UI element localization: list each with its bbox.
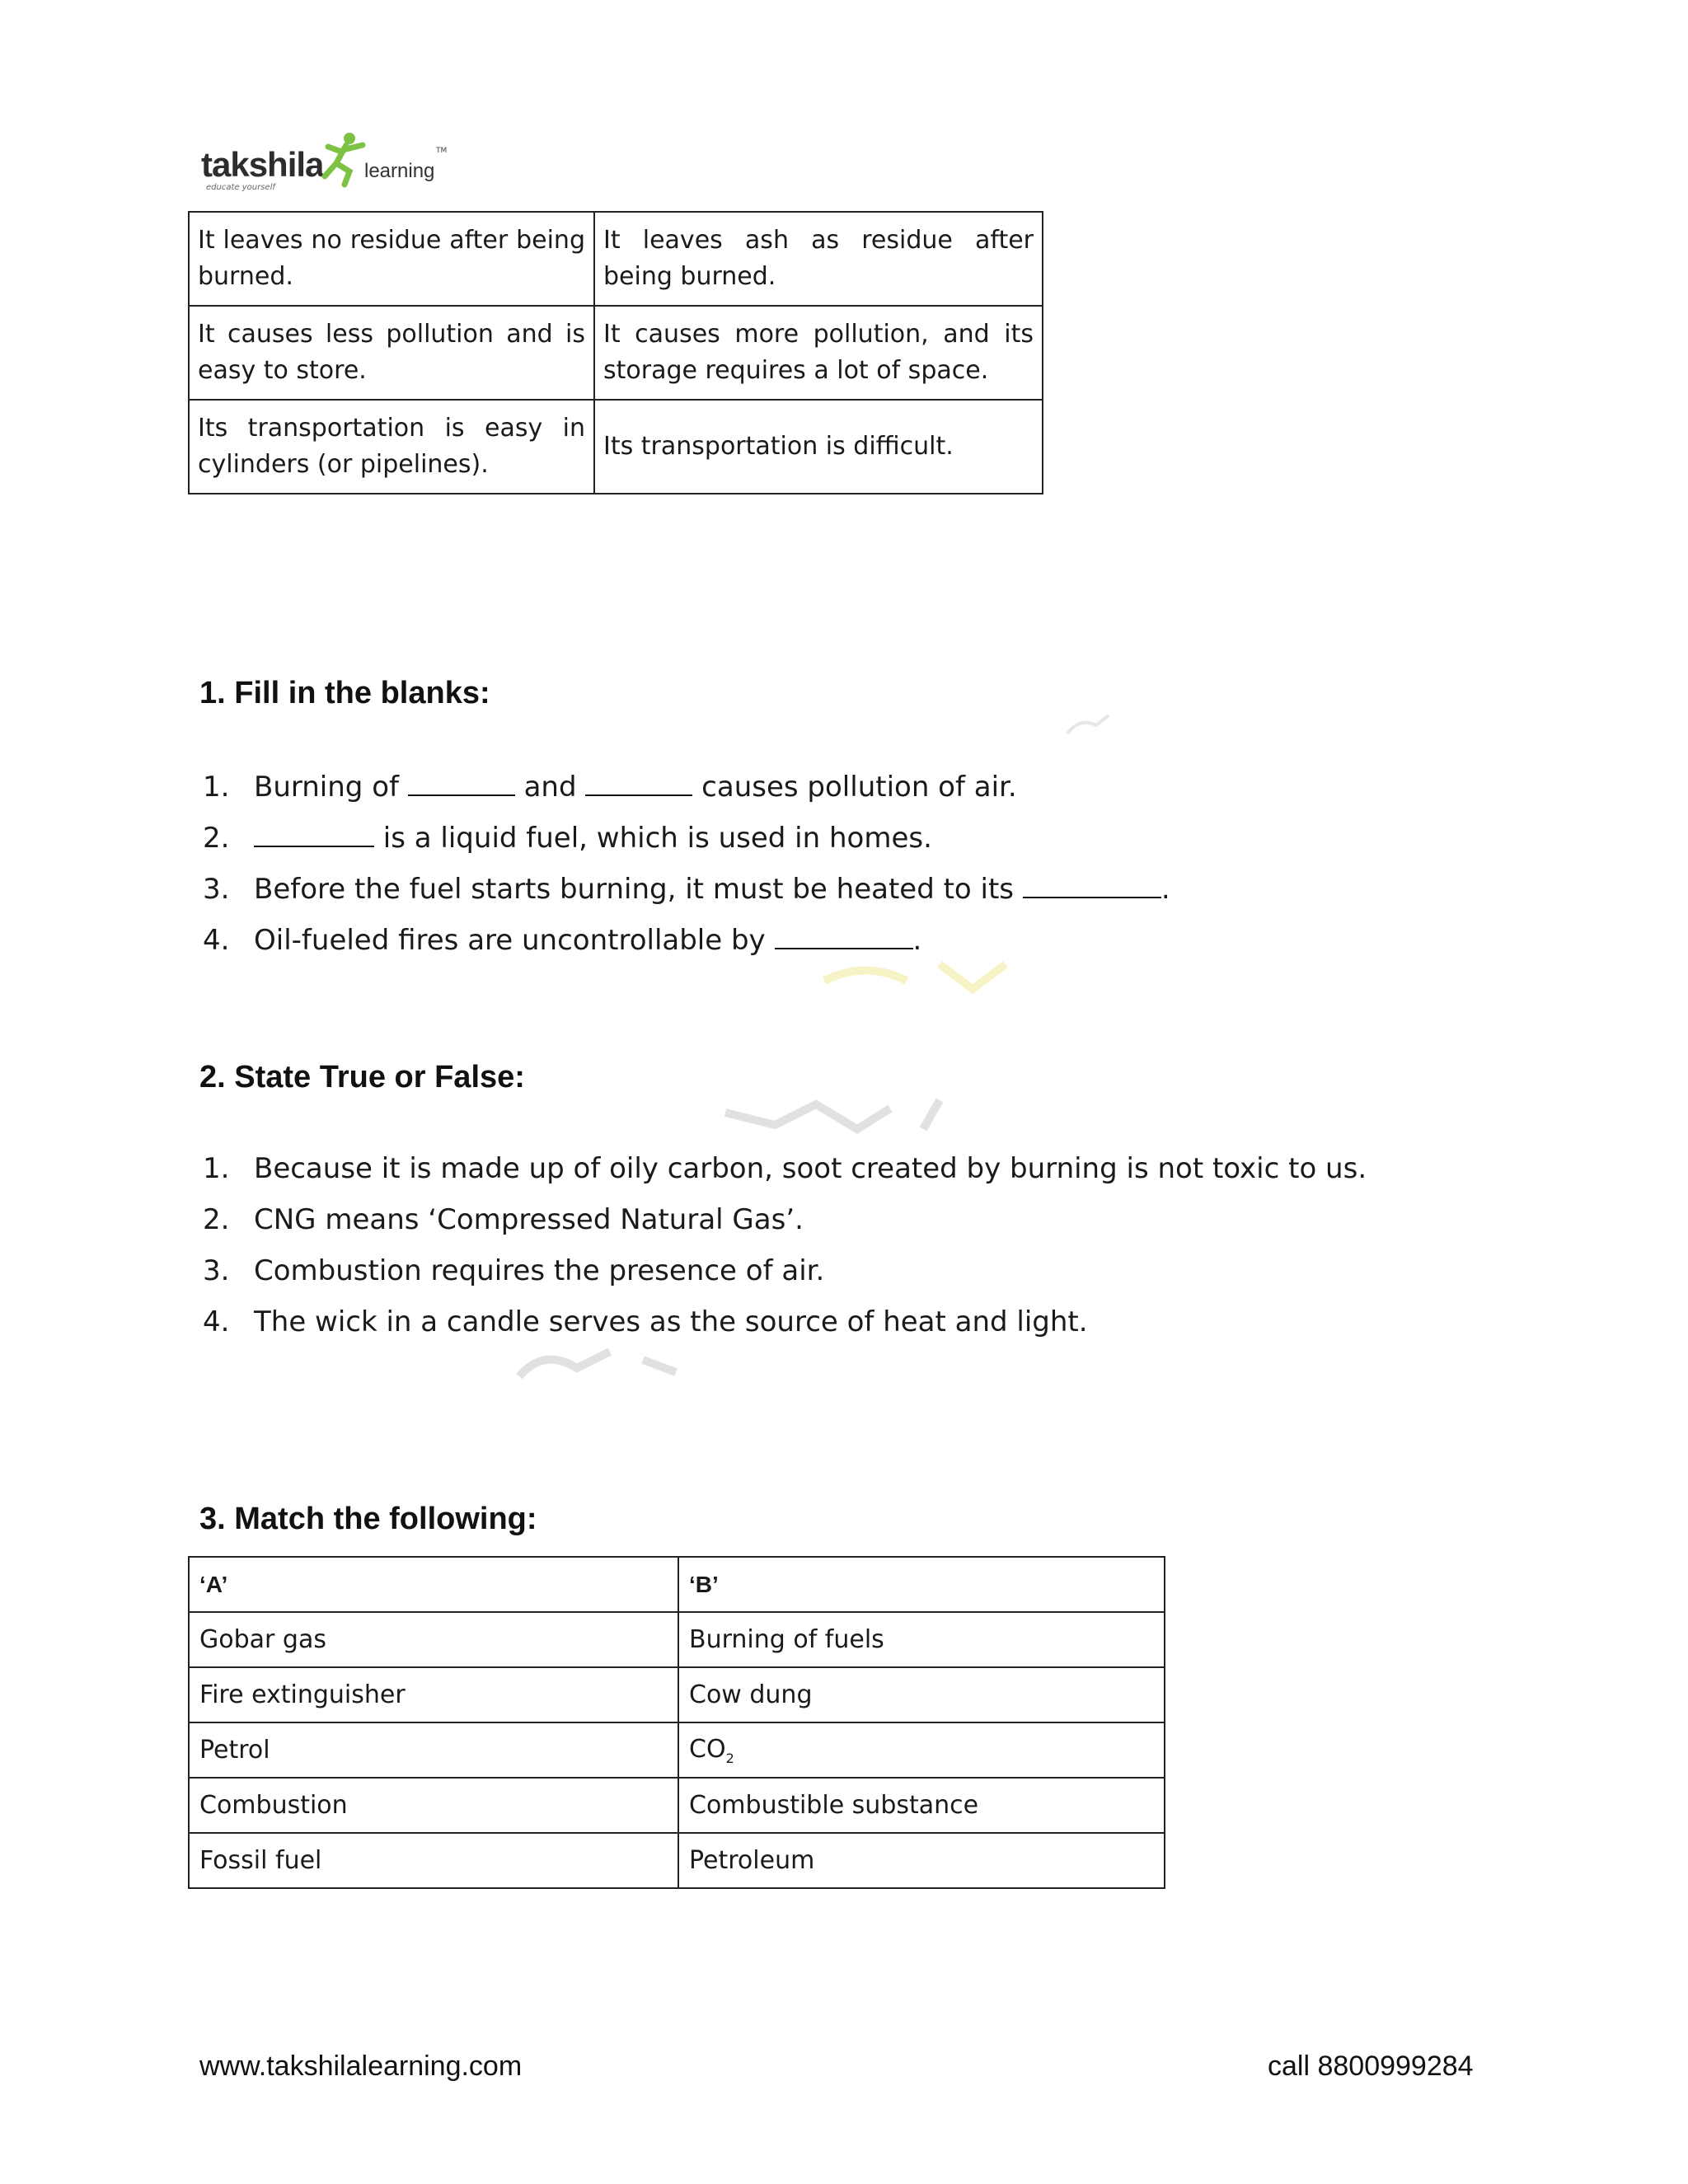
- table-cell: [678, 1722, 1165, 1778]
- table-row: [189, 1722, 1165, 1778]
- item-text: Combustion requires the presence of air.: [254, 1254, 825, 1287]
- match-table: [188, 1556, 1165, 1889]
- blank-line: [254, 821, 374, 847]
- list-item: [203, 770, 1017, 804]
- logo-suffix: learning: [364, 160, 435, 182]
- list-item: [203, 1305, 1088, 1338]
- watermark-fragment-icon: [816, 956, 1129, 997]
- column-header-b: ‘B’: [678, 1557, 1165, 1612]
- table-cell: Its transportation is easy in cylinders (or pipelines).: [189, 400, 594, 494]
- table-row: [189, 1833, 1165, 1888]
- item-text: and: [514, 771, 586, 804]
- blank-line: [408, 770, 515, 796]
- item-text: Burning of: [254, 771, 408, 804]
- logo-tm: TM: [436, 147, 448, 155]
- item-number: 1.: [203, 1152, 230, 1185]
- item-text: is a liquid fuel, which is used in homes.: [374, 822, 932, 855]
- table-cell: It causes less pollution and is easy to store.: [189, 306, 594, 400]
- table-cell: Its transportation is difficult.: [594, 400, 1043, 494]
- footer-website: www.takshilalearning.com: [199, 2050, 523, 2082]
- item-text: .: [912, 924, 922, 957]
- table-cell: It leaves no residue after being burned.: [189, 212, 594, 306]
- table-row: [189, 1612, 1165, 1667]
- column-header-a: ‘A’: [189, 1557, 678, 1612]
- footer-phone: call 8800999284: [1268, 2050, 1474, 2082]
- watermark-fragment-icon: [511, 1343, 692, 1385]
- item-number: 2.: [203, 822, 230, 855]
- list-item: [203, 1254, 824, 1287]
- formula-text: CO: [689, 1734, 726, 1764]
- table-cell: Gobar gas: [189, 1612, 678, 1667]
- takshila-logo: [201, 130, 448, 196]
- item-number: 3.: [203, 873, 230, 906]
- item-text: The wick in a candle serves as the source of heat and light.: [254, 1305, 1088, 1338]
- table-cell: Petroleum: [678, 1833, 1165, 1888]
- item-number: 4.: [203, 924, 230, 957]
- formula-subscript: 2: [725, 1750, 734, 1766]
- list-item: [203, 872, 1170, 906]
- logo-tagline: educate yourself: [206, 183, 275, 192]
- table-cell: Cow dung: [678, 1667, 1165, 1722]
- item-text: Oil-fueled fires are uncontrollable by: [254, 924, 775, 957]
- table-row: [189, 306, 1043, 400]
- item-number: 4.: [203, 1305, 230, 1338]
- table-cell: Fossil fuel: [189, 1833, 678, 1888]
- list-item: [203, 1203, 804, 1236]
- list-item: [203, 821, 932, 855]
- table-cell: It causes more pollution, and its storage requires a lot of space.: [594, 306, 1043, 400]
- watermark-fragment-icon: [717, 1096, 964, 1137]
- watermark-fragment-icon: [1063, 709, 1113, 742]
- list-item: [203, 1152, 1367, 1185]
- blank-line: [1023, 872, 1161, 898]
- item-text: Before the fuel starts burning, it must be heated to its: [254, 873, 1023, 906]
- match-heading: 3. Match the following:: [199, 1502, 537, 1536]
- table-row: [189, 212, 1043, 306]
- item-number: 1.: [203, 771, 230, 804]
- list-item: [203, 923, 921, 957]
- table-row: [189, 1778, 1165, 1833]
- table-cell: It leaves ash as residue after being burned.: [594, 212, 1043, 306]
- table-cell: Fire extinguisher: [189, 1667, 678, 1722]
- item-text: CNG means ‘Compressed Natural Gas’.: [254, 1203, 804, 1236]
- item-text: Because it is made up of oily carbon, soot created by burning is not toxic to us.: [254, 1152, 1367, 1185]
- item-text: .: [1160, 873, 1170, 906]
- logo-name: takshila: [201, 145, 324, 184]
- true-false-heading: 2. State True or False:: [199, 1060, 525, 1094]
- table-header-row: [189, 1557, 1165, 1612]
- table-row: [189, 1667, 1165, 1722]
- item-text: causes pollution of air.: [692, 771, 1017, 804]
- table-row: [189, 400, 1043, 494]
- table-cell: Burning of fuels: [678, 1612, 1165, 1667]
- table-cell: Petrol: [189, 1722, 678, 1778]
- table-cell: Combustible substance: [678, 1778, 1165, 1833]
- table-cell: Combustion: [189, 1778, 678, 1833]
- item-number: 3.: [203, 1254, 230, 1287]
- fill-blanks-heading: 1. Fill in the blanks:: [199, 676, 490, 710]
- comparison-table: [188, 211, 1043, 494]
- blank-line: [585, 770, 692, 796]
- item-number: 2.: [203, 1203, 230, 1236]
- blank-line: [775, 923, 913, 949]
